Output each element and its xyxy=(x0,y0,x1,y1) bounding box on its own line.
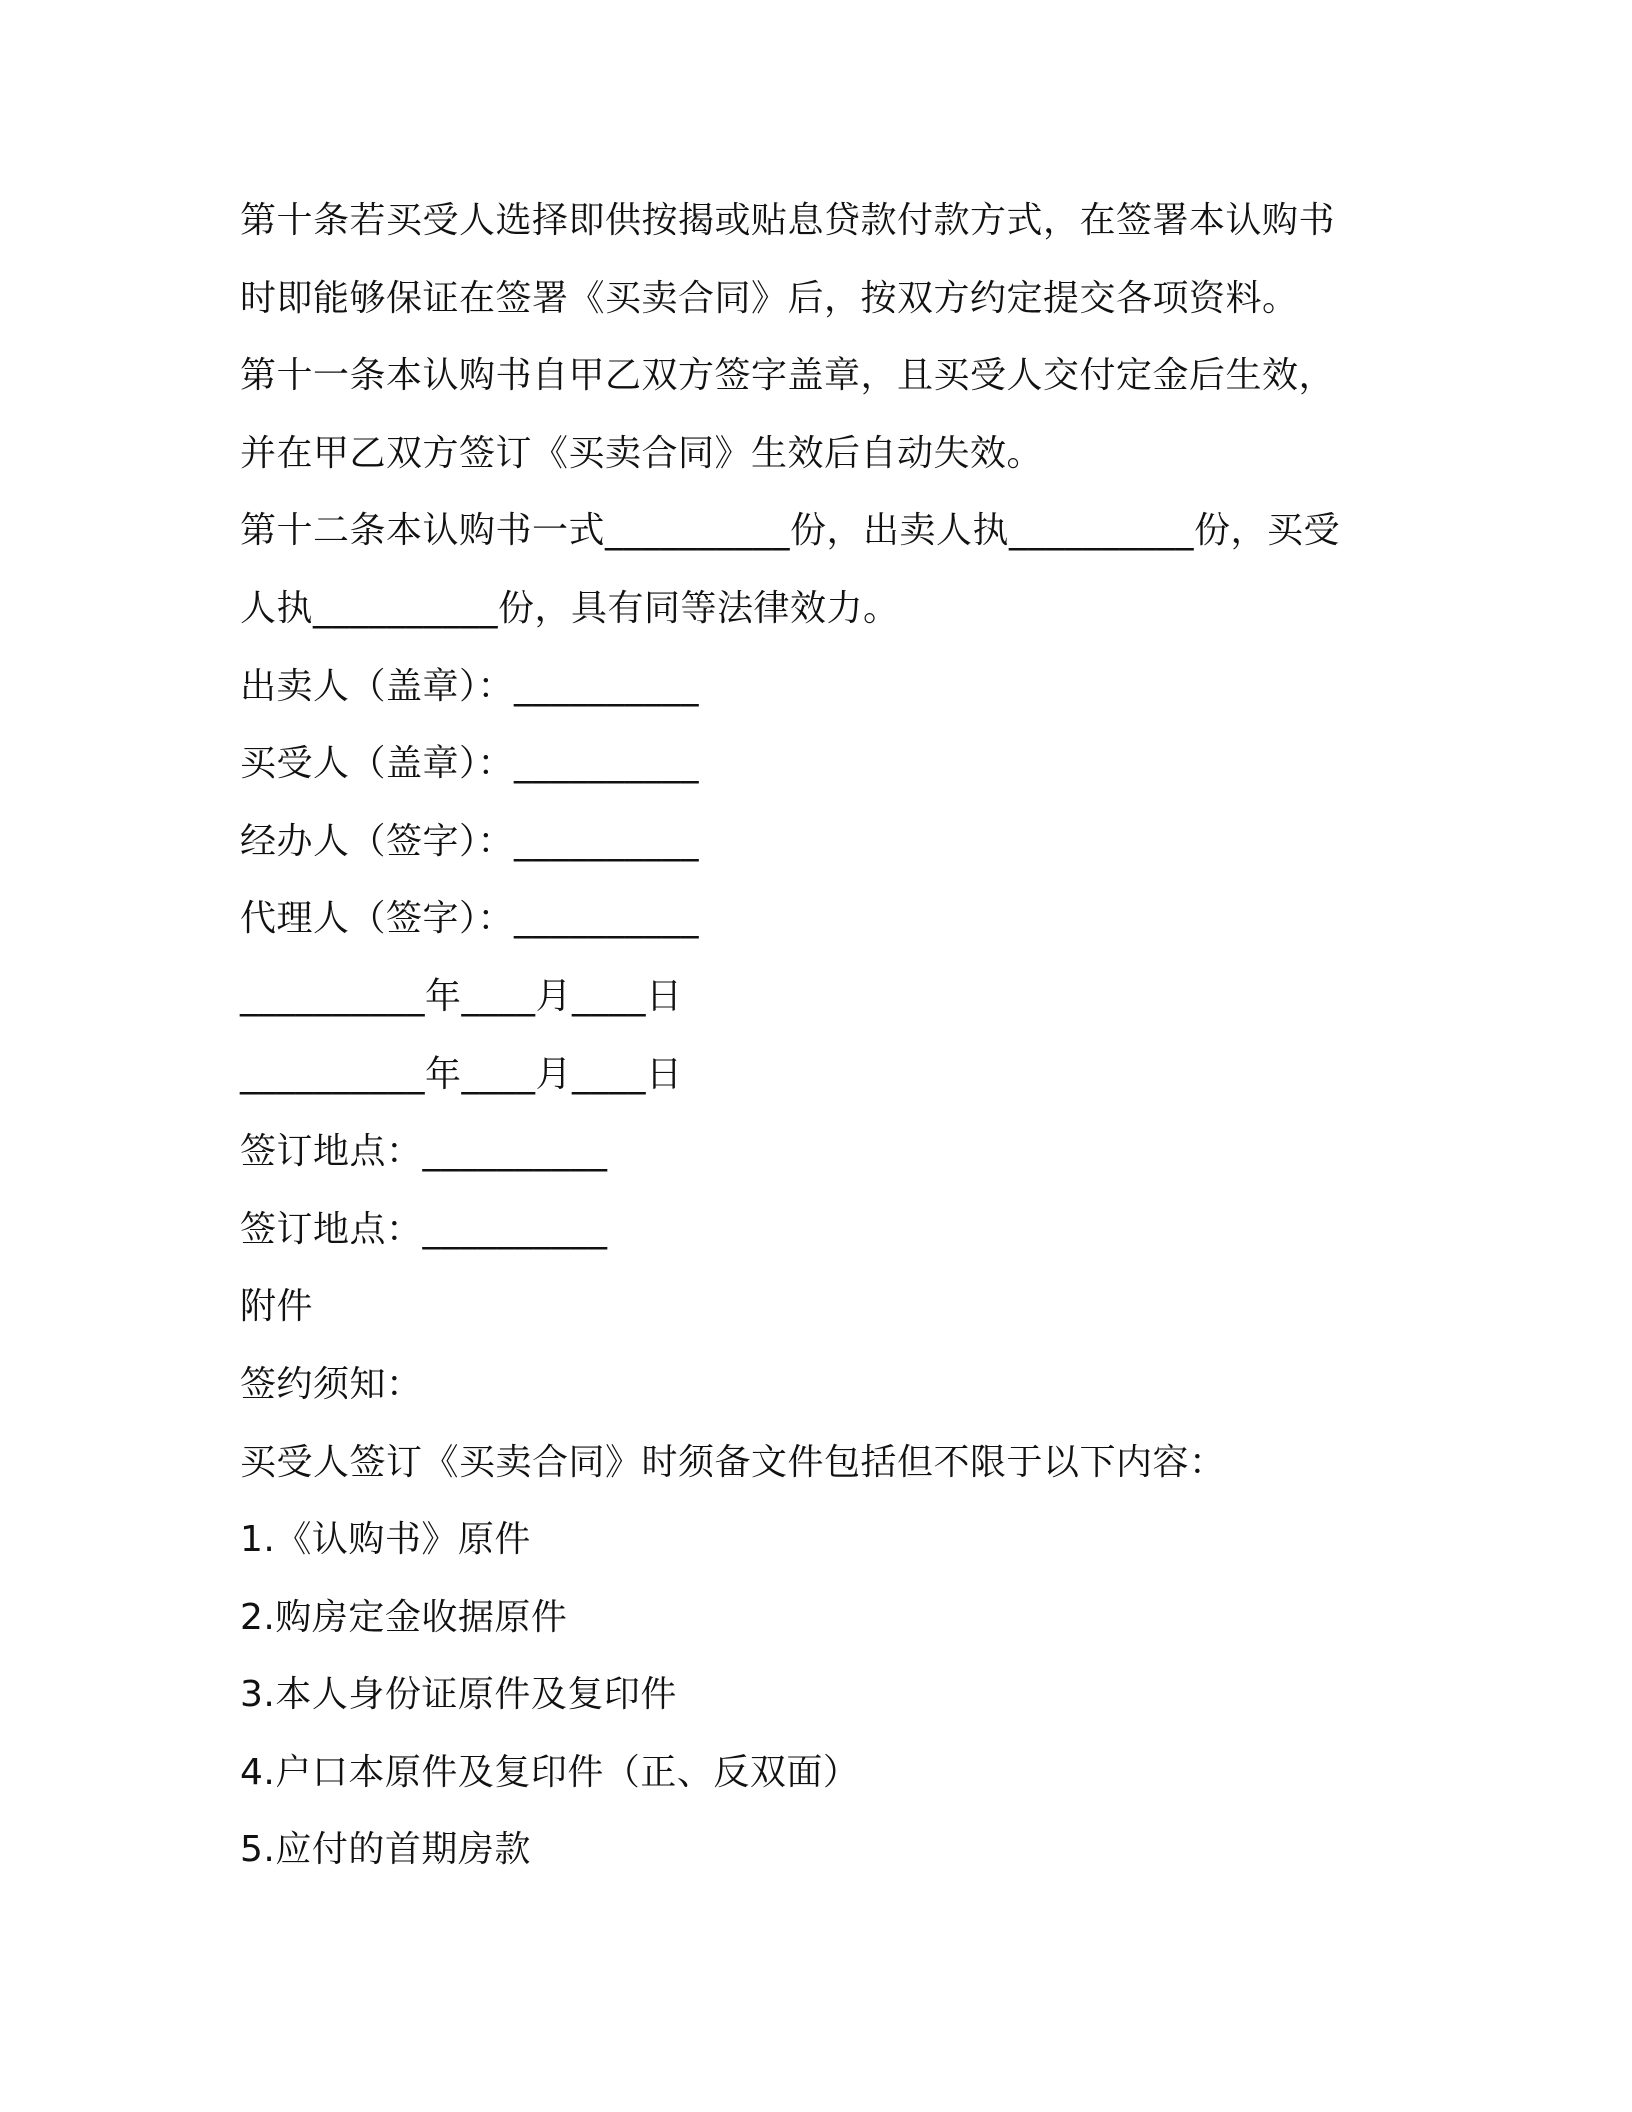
list-item: 2.购房定金收据原件 xyxy=(240,1596,568,1638)
seller-seal-field: 出卖人（盖章）：__________ xyxy=(240,665,700,707)
document-body xyxy=(240,186,1400,1893)
list-item: 4.户口本原件及复印件（正、反双面） xyxy=(240,1751,860,1793)
list-item: 3.本人身份证原件及复印件 xyxy=(240,1674,677,1716)
attachment-heading: 附件 xyxy=(240,1286,314,1328)
handler-signature-field: 经办人（签字）：__________ xyxy=(240,820,700,862)
clause-12-line-2: 人执__________份，具有同等法律效力。 xyxy=(240,587,900,629)
list-item: 1.《认购书》原件 xyxy=(240,1519,531,1561)
buyer-seal-field: 买受人（盖章）：__________ xyxy=(240,743,700,785)
signing-place-field-1: 签订地点：__________ xyxy=(240,1131,608,1173)
clause-11-line-2: 并在甲乙双方签订《买卖合同》生效后自动失效。 xyxy=(240,432,1044,474)
required-documents-intro: 买受人签订《买卖合同》时须备文件包括但不限于以下内容： xyxy=(240,1441,1226,1483)
signing-notice-heading: 签约须知： xyxy=(240,1363,423,1405)
clause-10-line-1: 第十条若买受人选择即供按揭或贴息贷款付款方式，在签署本认购书 xyxy=(240,200,1336,241)
clause-12-line-1: 第十二条本认购书一式__________份，出卖人执__________份，买受 xyxy=(240,510,1341,552)
signing-place-field-2: 签订地点：__________ xyxy=(240,1208,608,1250)
list-item: 5.应付的首期房款 xyxy=(240,1829,531,1871)
clause-11-line-1: 第十一条本认购书自甲乙双方签字盖章，且买受人交付定金后生效， xyxy=(240,355,1336,397)
agent-signature-field: 代理人（签字）：__________ xyxy=(240,898,700,940)
date-field-1: __________年____月____日 xyxy=(240,975,683,1017)
clause-10-line-2: 时即能够保证在签署《买卖合同》后，按双方约定提交各项资料。 xyxy=(240,277,1299,319)
date-field-2: __________年____月____日 xyxy=(240,1053,683,1095)
